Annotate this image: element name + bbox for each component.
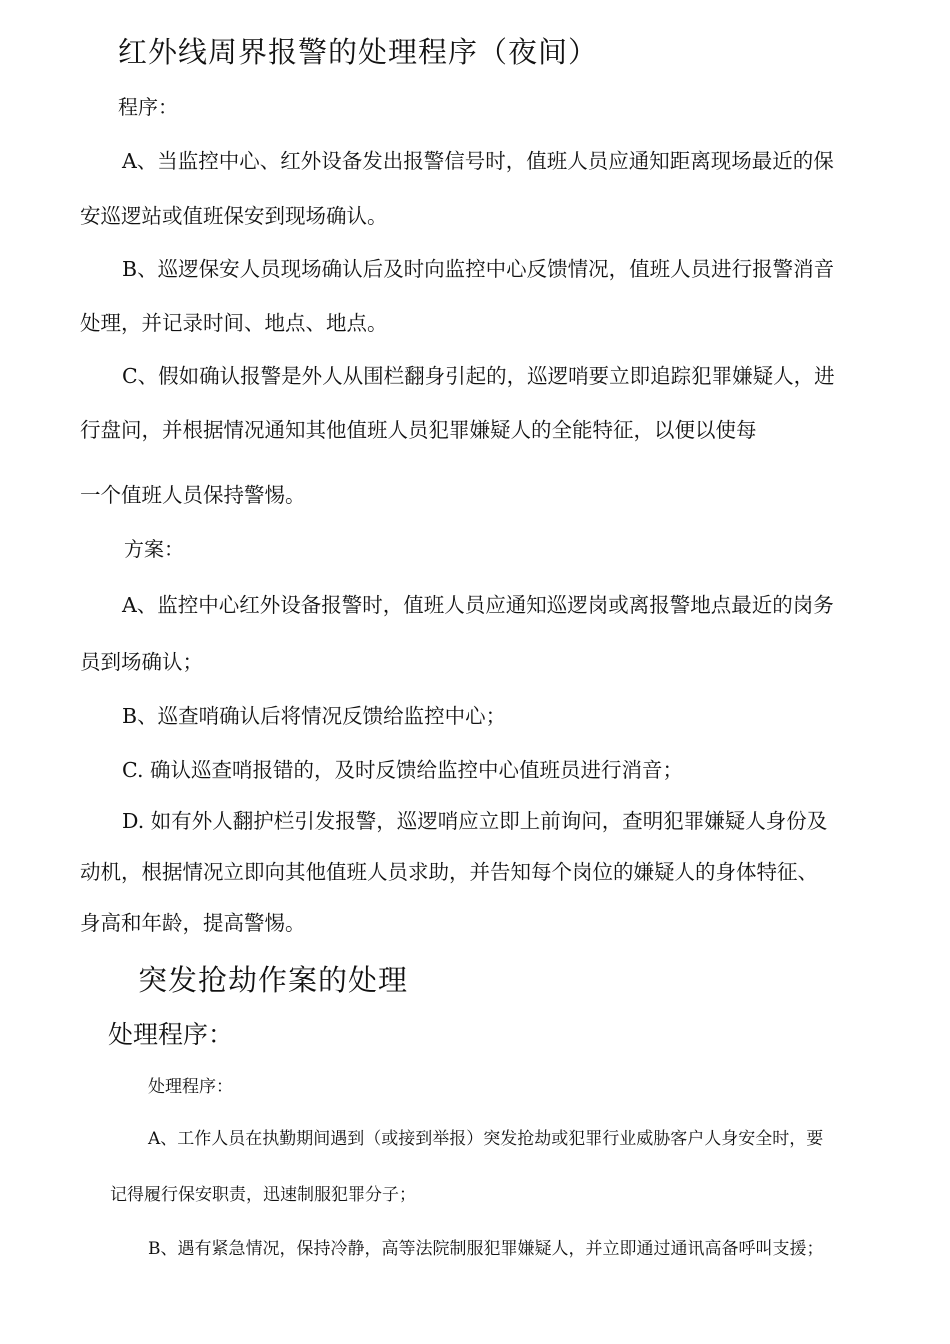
procedure-line-b1: B、巡逻保安人员现场确认后及时向监控中心反馈情况，值班人员进行报警消音 [122,257,835,281]
section2-subtitle: 处理程序： [108,1020,234,1049]
plan-line-c: C. 确认巡查哨报错的，及时反馈给监控中心值班员进行消音； [122,758,683,782]
procedure-line-a1: A、当监控中心、红外设备发出报警信号时，值班人员应通知距离现场最近的保 [122,149,834,173]
procedure-line-a2: 安巡逻站或值班保安到现场确认。 [80,204,388,228]
plan-label: 方案： [124,537,184,561]
section2-line-a1: A、工作人员在执勤期间遇到（或接到举报）突发抢劫或犯罪行业威胁客户人身安全时，要 [148,1129,824,1149]
procedure-line-c2: 行盘问，并根据情况通知其他值班人员犯罪嫌疑人的全能特征，以便以使每 [80,418,757,442]
procedure-line-c3: 一个值班人员保持警惕。 [80,483,306,507]
section2-line-a2: 记得履行保安职责，迅速制服犯罪分子； [110,1185,416,1205]
plan-line-a2: 员到场确认； [80,650,203,674]
procedure-line-c1: C、假如确认报警是外人从围栏翻身引起的，巡逻哨要立即追踪犯罪嫌疑人，进 [122,364,835,388]
plan-line-b: B、巡查哨确认后将情况反馈给监控中心； [122,704,507,728]
plan-line-d3: 身高和年龄，提高警惕。 [80,911,306,935]
section2-procedure-label: 处理程序： [148,1077,233,1097]
procedure-line-b2: 处理，并记录时间、地点、地点。 [80,311,388,335]
plan-line-a1: A、监控中心红外设备报警时，值班人员应通知巡逻岗或离报警地点最近的岗务 [122,593,834,617]
procedure-label: 程序： [118,95,178,119]
plan-line-d2: 动机，根据情况立即向其他值班人员求助，并告知每个岗位的嫌疑人的身体特征、 [80,860,818,884]
section-title-robbery: 突发抢劫作案的处理 [138,963,409,997]
section2-line-b: B、遇有紧急情况，保持冷静，高等法院制服犯罪嫌疑人，并立即通过通讯高备呼叫支援； [148,1239,824,1259]
section-title-infrared-alarm: 红外线周界报警的处理程序（夜间） [118,35,599,69]
plan-line-d1: D. 如有外人翻护栏引发报警，巡逻哨应立即上前询问，查明犯罪嫌疑人身份及 [122,809,828,833]
